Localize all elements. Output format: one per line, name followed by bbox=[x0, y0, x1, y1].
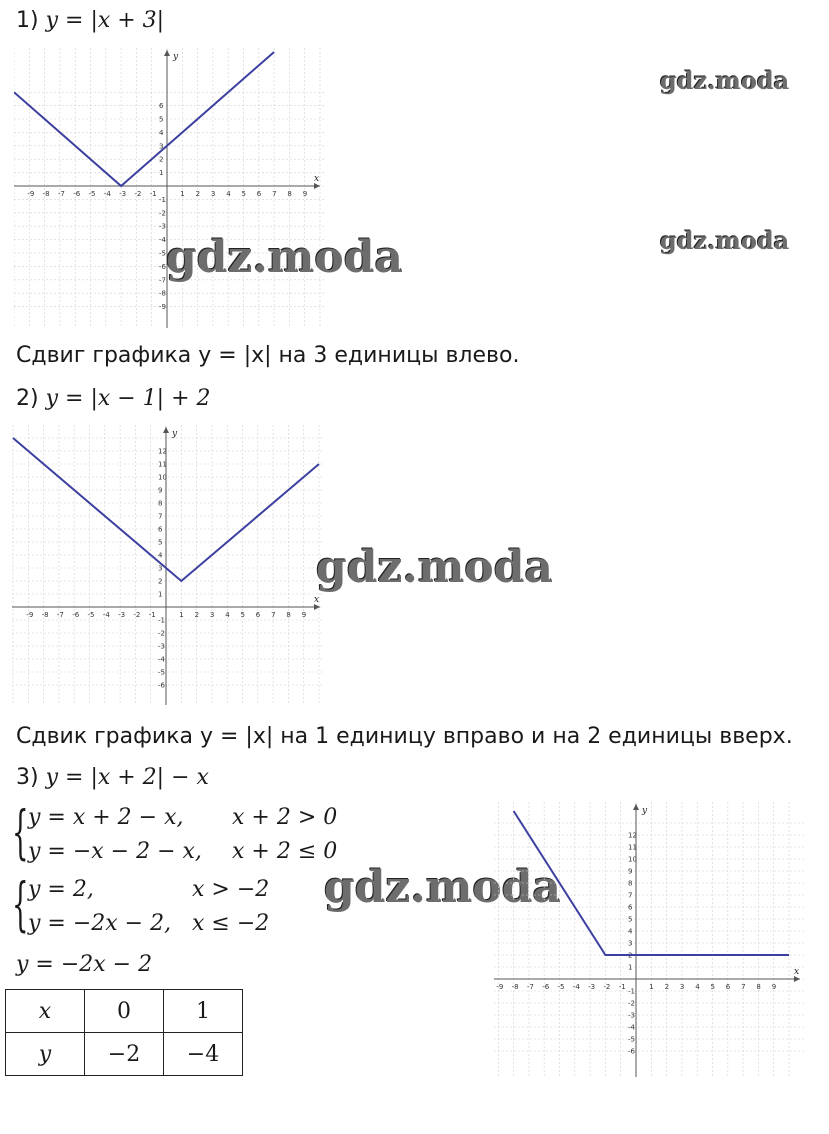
problem-3-heading bbox=[16, 765, 209, 790]
y-tick-label: 7 bbox=[158, 512, 163, 521]
system-2-cond-2: x ≤ −2 bbox=[192, 911, 270, 936]
x-tick-label: 1 bbox=[649, 983, 654, 991]
y-tick-label: -4 bbox=[158, 655, 165, 664]
x-tick-label: -8 bbox=[511, 983, 519, 991]
y-tick-label: 6 bbox=[159, 102, 164, 111]
x-tick-label: 7 bbox=[272, 190, 277, 198]
y-tick-label: 4 bbox=[159, 128, 164, 137]
values-table bbox=[5, 989, 243, 1076]
y-tick-label: 4 bbox=[158, 551, 163, 560]
x-tick-label: -6 bbox=[542, 983, 550, 991]
y-tick-label: 9 bbox=[628, 867, 633, 876]
problem-2-caption: Сдвик графика y = |x| на 1 единицу вправо и на 2 единицы вверх. bbox=[16, 724, 793, 749]
y-tick-label: 1 bbox=[159, 169, 164, 178]
x-tick-label: -1 bbox=[148, 611, 156, 619]
y-tick-label: -6 bbox=[628, 1047, 635, 1056]
brace: { bbox=[12, 870, 29, 938]
x-tick-label: -2 bbox=[603, 983, 611, 991]
y-tick-label: -5 bbox=[158, 668, 165, 677]
table-cell: −2 bbox=[85, 1033, 164, 1076]
y-axis-label: y bbox=[173, 52, 179, 62]
system-2-cond-1: x > −2 bbox=[192, 877, 270, 902]
x-tick-label: -3 bbox=[588, 983, 596, 991]
problem-2-formula: y = |x − 1| + 2 bbox=[45, 386, 211, 411]
x-tick-label: -7 bbox=[57, 190, 65, 198]
table-cell: 1 bbox=[164, 990, 243, 1033]
y-axis-arrow bbox=[163, 427, 169, 433]
y-tick-label: 6 bbox=[628, 903, 633, 912]
y-tick-label: -1 bbox=[628, 987, 635, 996]
table-header-x: x bbox=[6, 990, 85, 1033]
y-tick-label: 2 bbox=[628, 951, 633, 960]
problem-3-formula: y = |x + 2| − x bbox=[45, 765, 209, 790]
x-tick-label: -5 bbox=[88, 190, 96, 198]
x-tick-label: 4 bbox=[695, 983, 700, 991]
y-tick-label: 10 bbox=[628, 855, 637, 864]
table-cell: 0 bbox=[85, 990, 164, 1033]
system-2-eq-1: y = 2, bbox=[28, 877, 94, 902]
watermark: gdz.moda bbox=[166, 232, 404, 283]
problem-2-heading bbox=[16, 386, 211, 411]
x-tick-label: -2 bbox=[134, 190, 142, 198]
y-tick-label: 1 bbox=[158, 590, 163, 599]
y-tick-label: -3 bbox=[158, 642, 165, 651]
y-tick-label: 3 bbox=[158, 564, 163, 573]
y-tick-label: -5 bbox=[159, 249, 166, 258]
x-tick-label: -3 bbox=[118, 611, 126, 619]
x-tick-label: -7 bbox=[56, 611, 64, 619]
y-tick-label: -8 bbox=[159, 289, 166, 298]
x-tick-label: -4 bbox=[103, 190, 111, 198]
y-tick-label: 8 bbox=[628, 879, 633, 888]
problem-2-label: 2) bbox=[16, 386, 39, 411]
table-row bbox=[6, 1033, 243, 1076]
y-tick-label: 1 bbox=[628, 963, 633, 972]
x-tick-label: -2 bbox=[133, 611, 141, 619]
problem-3-label: 3) bbox=[16, 765, 39, 790]
table-header-y: y bbox=[6, 1033, 85, 1076]
x-tick-label: 8 bbox=[287, 190, 292, 198]
x-tick-label: 2 bbox=[194, 611, 200, 619]
y-axis-label: y bbox=[642, 806, 648, 816]
y-axis-arrow bbox=[164, 50, 170, 56]
system-2-eq-2: y = −2x − 2, bbox=[28, 911, 172, 936]
problem-1-caption: Сдвиг графика y = |x| на 3 единицы влево. bbox=[16, 343, 520, 368]
y-tick-label: 11 bbox=[158, 460, 167, 469]
y-tick-label: -6 bbox=[159, 262, 166, 271]
x-tick-label: 3 bbox=[210, 190, 216, 198]
x-tick-label: 2 bbox=[664, 983, 670, 991]
x-tick-label: -1 bbox=[149, 190, 157, 198]
y-tick-label: -6 bbox=[158, 681, 165, 690]
system-1-eq-2: y = −x − 2 − x, bbox=[28, 839, 202, 864]
y-tick-label: -2 bbox=[628, 999, 635, 1008]
y-tick-label: -3 bbox=[628, 1011, 635, 1020]
x-tick-label: 4 bbox=[225, 611, 230, 619]
x-tick-label: -8 bbox=[41, 611, 49, 619]
system-1-cond-2: x + 2 ≤ 0 bbox=[232, 839, 338, 864]
y-tick-label: 3 bbox=[159, 142, 164, 151]
x-tick-label: 8 bbox=[286, 611, 291, 619]
y-tick-label: 7 bbox=[628, 891, 633, 900]
y-tick-label: -4 bbox=[628, 1023, 635, 1032]
y-tick-label: 2 bbox=[159, 155, 164, 164]
x-tick-label: 6 bbox=[725, 983, 731, 991]
x-tick-label: 7 bbox=[271, 611, 276, 619]
system-1-eq-1: y = x + 2 − x, bbox=[28, 805, 184, 830]
system-2 bbox=[12, 870, 312, 938]
x-axis-label: x bbox=[794, 967, 800, 977]
problem-1-formula: y = |x + 3| bbox=[45, 8, 165, 33]
y-tick-label: -2 bbox=[158, 629, 165, 638]
x-axis-label: x bbox=[314, 595, 320, 605]
y-tick-label: 11 bbox=[628, 843, 637, 852]
watermark: gdz.moda bbox=[660, 226, 790, 255]
x-tick-label: 9 bbox=[302, 190, 308, 198]
x-tick-label: 7 bbox=[741, 983, 746, 991]
x-tick-label: 6 bbox=[256, 190, 262, 198]
y-axis-label: y bbox=[172, 429, 178, 439]
y-tick-label: 4 bbox=[628, 927, 633, 936]
x-tick-label: 3 bbox=[679, 983, 685, 991]
x-tick-label: 9 bbox=[771, 983, 777, 991]
y-tick-label: -3 bbox=[159, 222, 166, 231]
x-tick-label: 1 bbox=[179, 611, 184, 619]
y-tick-label: 3 bbox=[628, 939, 633, 948]
y-tick-label: 2 bbox=[158, 577, 163, 586]
x-tick-label: -4 bbox=[102, 611, 110, 619]
x-tick-label: 3 bbox=[209, 611, 215, 619]
x-tick-label: -7 bbox=[526, 983, 534, 991]
table-cell: −4 bbox=[164, 1033, 243, 1076]
x-tick-label: -5 bbox=[557, 983, 565, 991]
y-axis-arrow bbox=[633, 804, 639, 810]
brace: { bbox=[12, 798, 29, 866]
y-tick-label: -1 bbox=[158, 616, 165, 625]
problem-1-heading bbox=[16, 8, 164, 33]
x-tick-label: -9 bbox=[26, 611, 34, 619]
problem-3-result: y = −2x − 2 bbox=[16, 952, 153, 977]
y-tick-label: -5 bbox=[628, 1035, 635, 1044]
y-tick-label: -4 bbox=[159, 236, 166, 245]
x-tick-label: -6 bbox=[73, 190, 81, 198]
y-tick-label: 9 bbox=[158, 486, 163, 495]
x-tick-label: -9 bbox=[27, 190, 35, 198]
x-tick-label: -5 bbox=[87, 611, 95, 619]
y-tick-label: 6 bbox=[158, 525, 163, 534]
y-tick-label: -2 bbox=[159, 209, 166, 218]
x-tick-label: 5 bbox=[240, 611, 245, 619]
y-tick-label: 12 bbox=[158, 447, 167, 456]
x-tick-label: 4 bbox=[226, 190, 231, 198]
y-tick-label: -1 bbox=[159, 195, 166, 204]
y-tick-label: 10 bbox=[158, 473, 167, 482]
x-tick-label: 1 bbox=[180, 190, 185, 198]
x-tick-label: 5 bbox=[710, 983, 715, 991]
system-1-cond-1: x + 2 > 0 bbox=[232, 805, 338, 830]
x-tick-label: -3 bbox=[119, 190, 127, 198]
problem-1-label: 1) bbox=[16, 8, 39, 33]
watermark: gdz.moda bbox=[660, 66, 790, 95]
y-tick-label: 12 bbox=[628, 831, 637, 840]
x-tick-label: -9 bbox=[496, 983, 504, 991]
graph-1 bbox=[14, 48, 324, 328]
y-tick-label: -7 bbox=[159, 276, 166, 285]
y-tick-label: 5 bbox=[628, 915, 633, 924]
graph-2 bbox=[12, 425, 324, 705]
x-tick-label: -1 bbox=[618, 983, 626, 991]
x-axis-label: x bbox=[314, 174, 320, 184]
system-1 bbox=[12, 798, 352, 866]
x-tick-label: 9 bbox=[301, 611, 307, 619]
graph-3 bbox=[494, 802, 804, 1077]
table-row bbox=[6, 990, 243, 1033]
y-tick-label: 5 bbox=[158, 538, 163, 547]
y-tick-label: 8 bbox=[158, 499, 163, 508]
watermark: gdz.moda bbox=[324, 862, 562, 913]
x-tick-label: -4 bbox=[572, 983, 580, 991]
watermark: gdz.moda bbox=[316, 542, 554, 593]
x-tick-label: 8 bbox=[756, 983, 761, 991]
y-tick-label: 5 bbox=[159, 115, 164, 124]
x-tick-label: -6 bbox=[72, 611, 80, 619]
x-tick-label: -8 bbox=[42, 190, 50, 198]
x-tick-label: 5 bbox=[241, 190, 246, 198]
x-tick-label: 6 bbox=[255, 611, 261, 619]
x-tick-label: 2 bbox=[195, 190, 201, 198]
y-tick-label: -9 bbox=[159, 303, 166, 312]
